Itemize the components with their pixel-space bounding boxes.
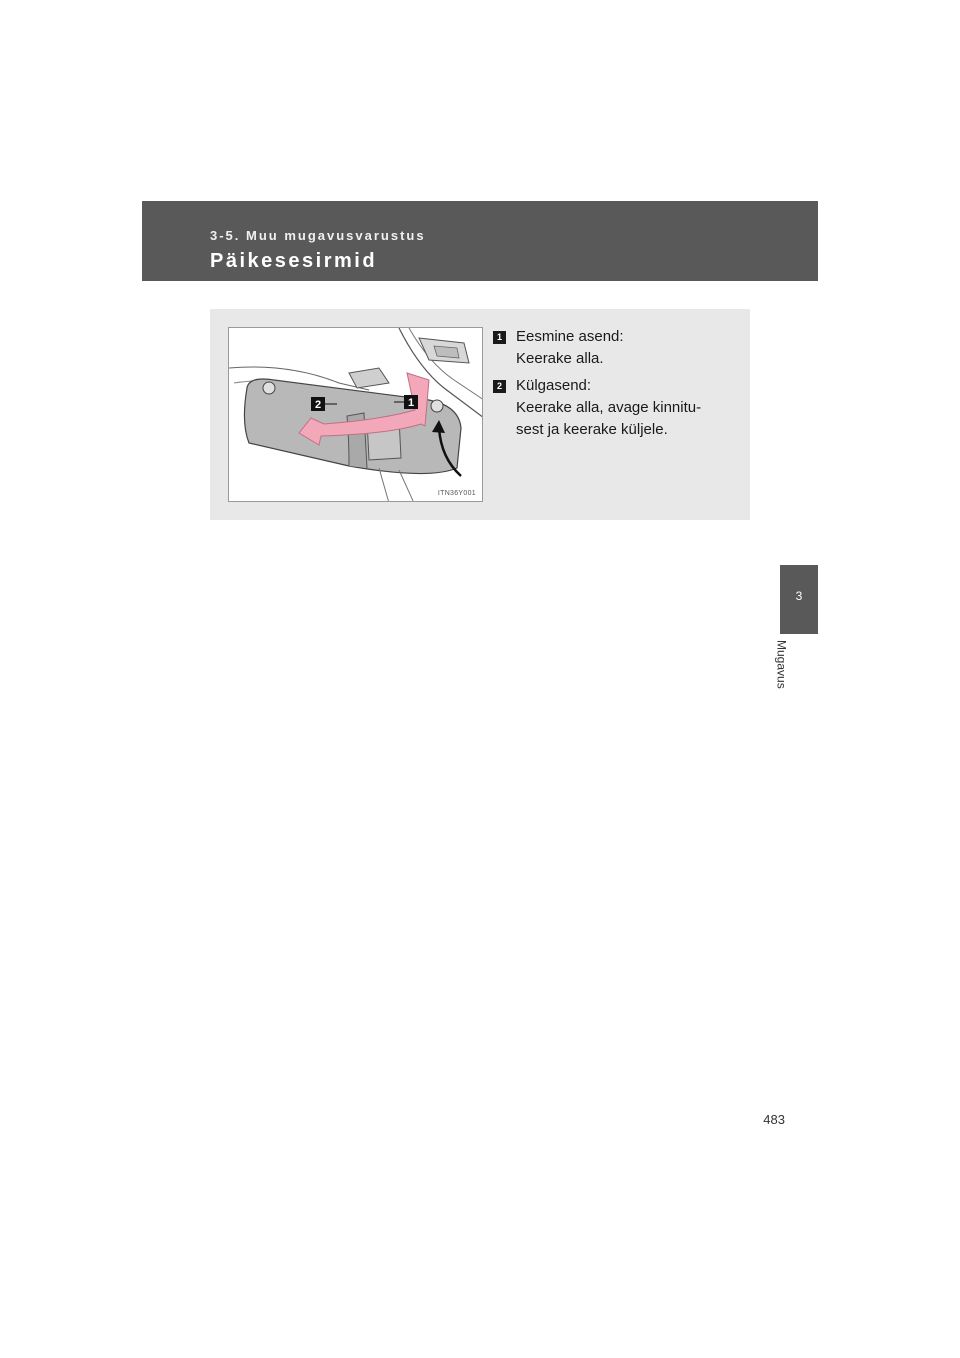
step-item [493,375,743,441]
step-heading: Eesmine asend: [516,328,624,345]
info-panel [210,309,750,520]
step-text: Keerake alla, avage kinnitu- [516,399,702,416]
step-text: Keerake alla. [516,350,604,367]
section-header [142,201,818,281]
callout-1: 1 [407,397,415,409]
chapter-number: 3 [795,589,803,603]
step-list [493,326,743,446]
page-title: Päikesesirmid [210,250,378,272]
sun-visor-illustration [228,327,483,502]
section-label: 3-5. Muu mugavusvarustus [210,228,426,243]
chapter-label [774,640,818,710]
chapter-tab[interactable] [780,565,818,634]
chapter-name: Mugavus [774,640,789,689]
step-heading: Külgasend: [516,377,592,394]
step-badge: 1 [493,331,506,344]
figure-code: ITN36Y001 [437,490,476,497]
sun-visor-drawing [229,328,483,502]
step-text: sest ja keerake küljele. [516,421,668,438]
step-badge: 2 [493,380,506,393]
page-number: 483 [763,1112,785,1127]
step-item [493,326,743,370]
callout-2: 2 [314,399,322,411]
